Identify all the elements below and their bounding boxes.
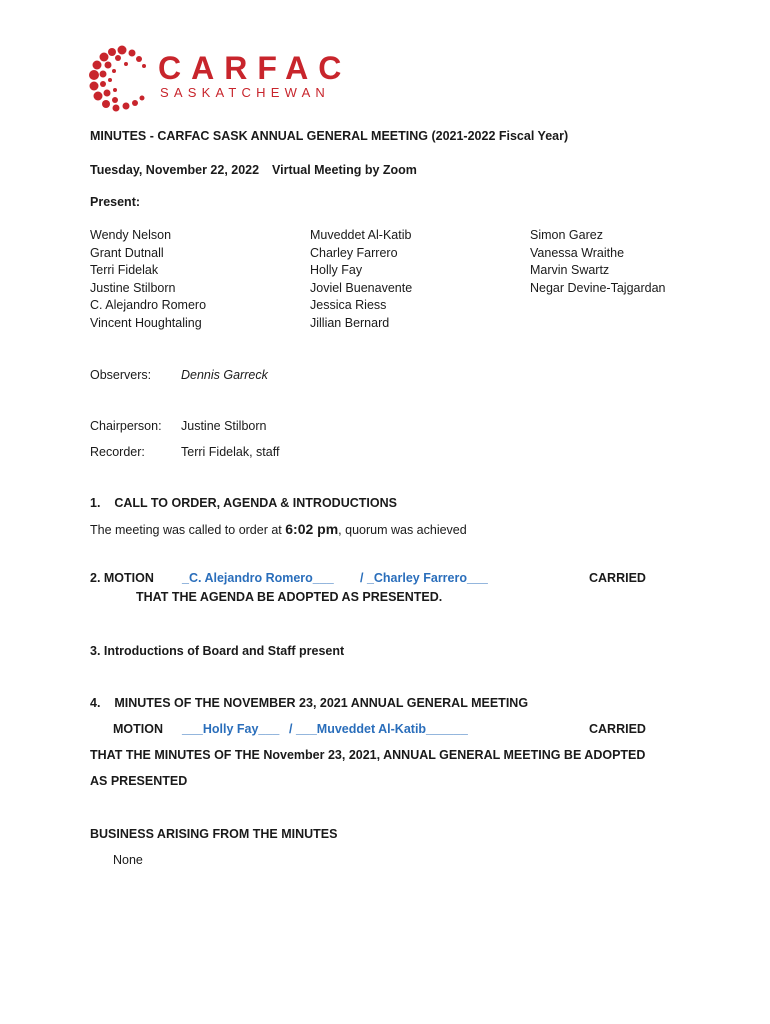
quorum-text: , quorum was achieved: [338, 523, 467, 537]
attendee: Vincent Houghtaling: [90, 315, 202, 330]
attendee: Vanessa Wraithe: [530, 245, 625, 260]
logo-subname: SASKATCHEWAN: [160, 85, 331, 100]
call-to-order-time: 6:02 pm: [285, 521, 339, 537]
meeting-date: Tuesday, November 22, 2022: [90, 163, 260, 177]
attendee: Charley Farrero: [310, 245, 398, 260]
business-arising-value: None: [113, 853, 143, 867]
recorder-value: Terri Fidelak, staff: [181, 445, 280, 459]
document-title: MINUTES - CARFAC SASK ANNUAL GENERAL MEETING (2021-2022 Fiscal Year): [90, 129, 569, 143]
present-column-3: [530, 227, 666, 297]
section-1-text: [90, 521, 467, 540]
carfac-logo-mark: [88, 44, 152, 112]
motion-4-mover: ___Holly Fay___: [182, 722, 280, 736]
meeting-venue: Virtual Meeting by Zoom: [272, 163, 417, 177]
chairperson-value: Justine Stilborn: [181, 419, 267, 433]
business-arising-heading: BUSINESS ARISING FROM THE MINUTES: [90, 827, 338, 841]
present-column-2: [310, 227, 412, 332]
motion-4-text-line-2: AS PRESENTED: [90, 774, 188, 788]
motion-4-status: CARRIED: [589, 722, 646, 736]
attendee: Marvin Swartz: [530, 263, 610, 277]
motion-4-label: MOTION: [113, 722, 163, 736]
attendee: Terri Fidelak: [90, 263, 159, 277]
attendee: Muveddet Al-Katib: [310, 228, 412, 242]
observers-value: Dennis Garreck: [181, 368, 268, 382]
motion-4-seconder: / ___Muveddet Al-Katib______: [289, 722, 468, 736]
attendee: Jillian Bernard: [310, 315, 390, 330]
motion-4-text-line-1: THAT THE MINUTES OF THE November 23, 2021, ANNUAL GENERAL MEETING BE ADOPTED: [90, 748, 646, 762]
recorder-label: Recorder:: [90, 445, 145, 459]
attendee: Jessica Riess: [310, 298, 387, 312]
motion-2-text: THAT THE AGENDA BE ADOPTED AS PRESENTED.: [136, 590, 443, 604]
section-1-heading: 1. CALL TO ORDER, AGENDA & INTRODUCTIONS: [90, 496, 397, 510]
motion-2-seconder: / _Charley Farrero___: [360, 571, 488, 585]
present-column-1: [90, 227, 206, 332]
motion-2-mover: _C. Alejandro Romero___: [182, 571, 334, 585]
present-label: Present:: [90, 195, 141, 209]
logo-name: CARFAC: [158, 50, 352, 86]
observers-label: Observers:: [90, 368, 152, 382]
attendee: Holly Fay: [310, 263, 363, 277]
attendee: Joviel Buenavente: [310, 280, 413, 295]
attendee: Grant Dutnall: [90, 245, 164, 260]
motion-2-status: CARRIED: [589, 571, 646, 585]
call-to-order-text: The meeting was called to order at: [90, 523, 286, 537]
attendee: C. Alejandro Romero: [90, 298, 207, 312]
attendee: Simon Garez: [530, 228, 603, 242]
attendee: Negar Devine-Tajgardan: [530, 280, 666, 295]
motion-2-label: 2. MOTION: [90, 571, 154, 585]
attendee: Wendy Nelson: [90, 228, 172, 242]
chairperson-label: Chairperson:: [90, 419, 162, 433]
section-3-heading: 3. Introductions of Board and Staff present: [90, 644, 345, 658]
attendee: Justine Stilborn: [90, 280, 176, 295]
section-4-heading: 4. MINUTES OF THE NOVEMBER 23, 2021 ANNUAL GENERAL MEETING: [90, 696, 529, 710]
